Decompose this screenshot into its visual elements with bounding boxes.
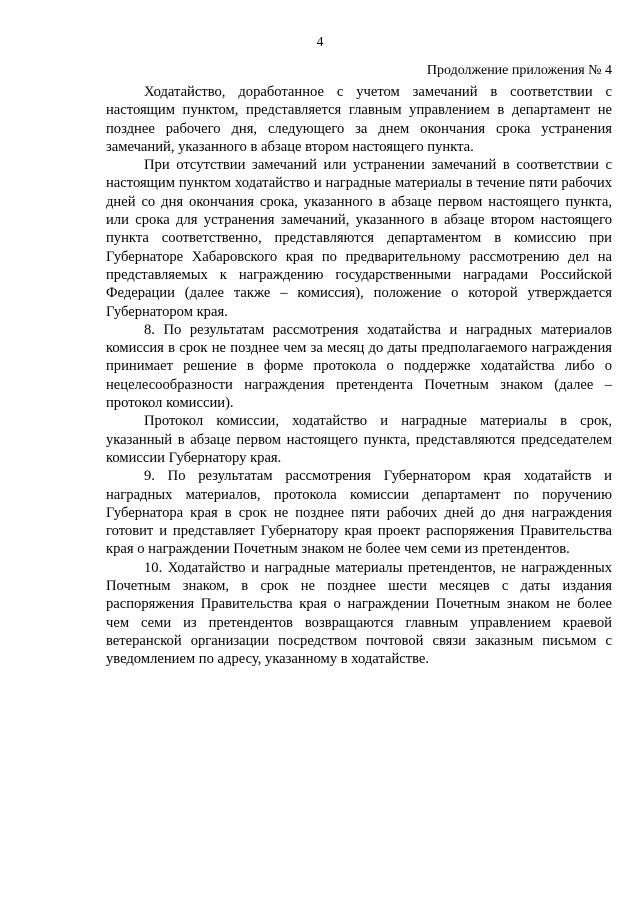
paragraph-commission-protocol: Протокол комиссии, ходатайство и наградные материалы в срок, указанный в абзаце первом настоящего пункта, представляются председателем комиссии Губернатору края. [106,413,612,466]
document-body [106,83,612,669]
paragraph-item-9: 9. По результатам рассмотрения Губернатором края ходатайств и наградных материалов, протокола комиссии департамент по поручению Губернатора края в срок не позднее пяти рабочих дней до дня награждения готовит и представляет Губернатору края проект распоряжения Правительства края о награждении Почетным знаком не более чем семи из претендентов. [106,468,612,558]
paragraph-item-10: 10. Ходатайство и наградные материалы претендентов, не награжденных Почетным знаком, в срок не позднее шести месяцев с даты издания распоряжения Правительства края о награждении Почетным знаком не более чем семи из претендентов возвращаются главным управлением краевой ветеранской организации посредством почтовой связи заказным письмом с уведомлением по адресу, указанному в ходатайстве. [106,559,612,668]
paragraph-no-remarks: При отсутствии замечаний или устранении замечаний в соответствии с настоящим пунктом ходатайство и наградные материалы в течение пяти рабочих дней со дня окончания срока, указанного в абзаце первом настоящего пункта, или срока для устранения замечаний, указанного в абзаце втором настоящего пункта соответственно, представляются департаментом в комиссию при Губернаторе Хабаровского края по предварительному рассмотрению дел на представляемых к награждению государственными наградами Российской Федерации (далее также – комиссия), положение о которой утверждается Губернатором края. [106,157,612,320]
page-number: 4 [316,35,324,50]
paragraph-revised-petition: Ходатайство, доработанное с учетом замечаний в соответствии с настоящим пунктом, представляется главным управлением в департамент не позднее рабочего дня, следующего за днем окончания срока устранения замечаний, указанного в абзаце втором настоящего пункта. [106,84,612,155]
appendix-continuation-label: Продолжение приложения № 4 [426,63,612,78]
paragraph-item-8: 8. По результатам рассмотрения ходатайства и наградных материалов комиссия в срок не позднее чем за месяц до даты предполагаемого награждения принимает решение в форме протокола о поддержке ходатайства либо о нецелесообразности награждения претендента Почетным знаком (далее – протокол комиссии). [106,321,612,412]
